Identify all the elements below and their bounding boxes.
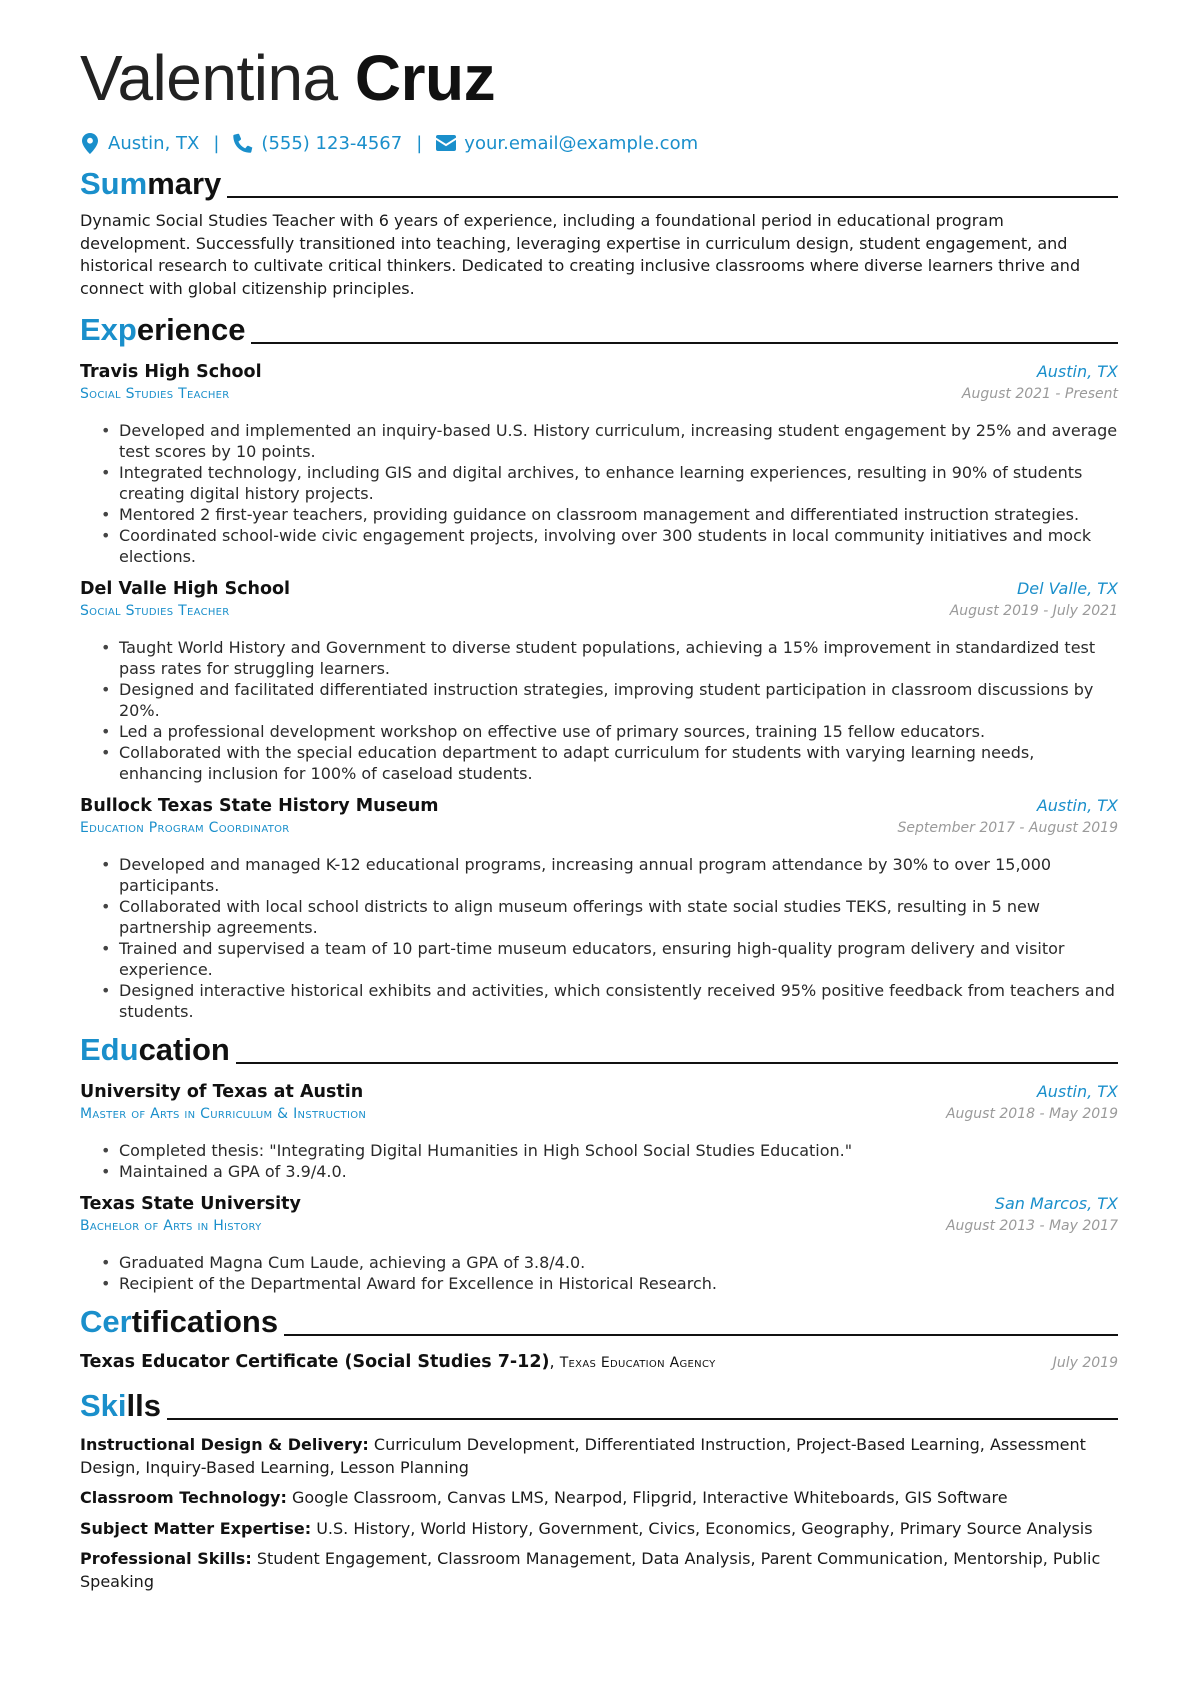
job-location: Del Valle, TX xyxy=(1016,579,1118,598)
location-text: Austin, TX xyxy=(108,132,200,154)
job-title: Social Studies Teacher xyxy=(80,603,230,619)
job-title: Education Program Coordinator xyxy=(80,820,290,836)
list-item: • Recipient of the Departmental Award for Excellence in Historical Research. xyxy=(119,1273,1118,1294)
education-entry xyxy=(80,1194,1118,1294)
section-title: Summary xyxy=(80,166,222,201)
job-bullets xyxy=(80,420,1118,567)
employer-name: Del Valle High School xyxy=(80,579,291,599)
skills-list xyxy=(80,1434,1118,1593)
list-item: • Integrated technology, including GIS and digital archives, to enhance learning experiences, resulting in 90% of students creating digital history projects. xyxy=(119,462,1118,504)
employer-name: Bullock Texas State History Museum xyxy=(80,796,439,816)
list-item: • Maintained a GPA of 3.9/4.0. xyxy=(119,1161,1118,1182)
list-item: • Completed thesis: "Integrating Digital Humanities in High School Social Studies Education." xyxy=(119,1140,1118,1161)
job-dates: August 2019 - July 2021 xyxy=(949,603,1118,619)
job-dates: August 2021 - Present xyxy=(961,386,1118,402)
section-rule xyxy=(236,1062,1118,1064)
experience-heading xyxy=(80,310,1118,348)
phone-text: (555) 123-4567 xyxy=(261,132,403,154)
employer-name: Travis High School xyxy=(80,362,262,382)
section-title: Certifications xyxy=(80,1304,279,1339)
skill-group xyxy=(80,1518,1118,1541)
certification-title: Texas Educator Certificate (Social Studies 7-12) xyxy=(80,1352,550,1372)
job-title: Social Studies Teacher xyxy=(80,386,230,402)
school-dates: August 2018 - May 2019 xyxy=(945,1106,1118,1122)
degree: Bachelor of Arts in History xyxy=(80,1218,262,1234)
job-bullets xyxy=(80,637,1118,784)
education-entry xyxy=(80,1082,1118,1182)
school-location: San Marcos, TX xyxy=(994,1194,1118,1213)
contact-bar xyxy=(80,128,1118,158)
list-item: • Developed and managed K-12 educational programs, increasing annual program attendance by 30% to over 15,000 participants. xyxy=(119,854,1118,896)
list-item: • Mentored 2 first-year teachers, providing guidance on classroom management and differentiated instruction strategies. xyxy=(119,504,1118,525)
experience-entry xyxy=(80,579,1118,784)
skill-group-items: Google Classroom, Canvas LMS, Nearpod, Flipgrid, Interactive Whiteboards, GIS Software xyxy=(291,1488,1008,1507)
education-bullets xyxy=(80,1140,1118,1182)
school-location: Austin, TX xyxy=(1036,1082,1118,1101)
experience-entry xyxy=(80,796,1118,1022)
list-item: • Coordinated school-wide civic engagement projects, involving over 300 students in local community initiatives and mock elections. xyxy=(119,525,1118,567)
skill-group xyxy=(80,1434,1118,1479)
section-title: Education xyxy=(80,1032,230,1067)
skill-group-label: Instructional Design & Delivery: xyxy=(80,1435,369,1454)
education-heading xyxy=(80,1030,1118,1068)
section-title: Experience xyxy=(80,312,246,347)
contact-phone[interactable] xyxy=(233,132,402,154)
section-rule xyxy=(251,342,1118,344)
skill-group-label: Classroom Technology: xyxy=(80,1488,287,1507)
job-location: Austin, TX xyxy=(1036,362,1118,381)
section-rule xyxy=(284,1334,1118,1336)
certification-entry: Texas Educator Certificate (Social Studies 7-12), Texas Education Agency July 2019 xyxy=(80,1352,1118,1372)
contact-separator: | xyxy=(416,132,423,154)
job-dates: September 2017 - August 2019 xyxy=(897,820,1118,836)
resume-page xyxy=(80,40,1118,1593)
certification-issuer: Texas Education Agency xyxy=(559,1355,716,1371)
last-name: Cruz xyxy=(354,42,496,114)
section-title: Skills xyxy=(80,1388,161,1423)
skill-group xyxy=(80,1487,1118,1510)
list-item: • Led a professional development workshop on effective use of primary sources, training 15 fellow educators. xyxy=(119,721,1118,742)
skill-group-items: Curriculum Development, Differentiated Instruction, Project-Based Learning, Assessment Design, Inquiry-Based Learning, Lesson Planning xyxy=(80,1435,1086,1477)
contact-separator: | xyxy=(213,132,220,154)
skills-heading xyxy=(80,1386,1118,1424)
certifications-heading xyxy=(80,1302,1118,1340)
education-bullets xyxy=(80,1252,1118,1294)
contact-email[interactable] xyxy=(436,132,698,154)
list-item: • Developed and implemented an inquiry-based U.S. History curriculum, increasing student engagement by 25% and average test scores by 10 points. xyxy=(119,420,1118,462)
section-rule xyxy=(227,196,1118,198)
skill-group-label: Subject Matter Expertise: xyxy=(80,1518,312,1538)
candidate-name xyxy=(80,40,1118,116)
experience-entry xyxy=(80,362,1118,567)
summary-heading xyxy=(80,164,1118,202)
skill-group-items: Student Engagement, Classroom Management, Data Analysis, Parent Communication, Mentorship, Public Speaking xyxy=(80,1549,1101,1591)
phone-icon xyxy=(233,132,253,154)
map-pin-icon xyxy=(80,132,100,154)
email-text: your.email@example.com xyxy=(464,132,699,154)
skill-group-label: Professional Skills: xyxy=(80,1549,252,1568)
school-name: University of Texas at Austin xyxy=(80,1082,364,1102)
school-name: Texas State University xyxy=(80,1194,301,1214)
contact-location xyxy=(80,132,199,154)
list-item: • Designed and facilitated differentiated instruction strategies, improving student participation in classroom discussions by 20%. xyxy=(119,679,1118,721)
skill-group xyxy=(80,1548,1118,1593)
list-item: • Taught World History and Government to diverse student populations, achieving a 15% improvement in standardized test pass rates for struggling learners. xyxy=(119,637,1118,679)
list-item: • Designed interactive historical exhibits and activities, which consistently received 95% positive feedback from teachers and students. xyxy=(119,980,1118,1022)
list-item: • Graduated Magna Cum Laude, achieving a GPA of 3.8/4.0. xyxy=(119,1252,1118,1273)
section-rule xyxy=(167,1418,1118,1420)
list-item: • Trained and supervised a team of 10 part-time museum educators, ensuring high-quality program delivery and visitor experience. xyxy=(119,938,1118,980)
list-item: • Collaborated with local school districts to align museum offerings with state social studies TEKS, resulting in 5 new partnership agreements. xyxy=(119,896,1118,938)
envelope-icon xyxy=(436,132,456,154)
degree: Master of Arts in Curriculum & Instruction xyxy=(80,1106,367,1122)
certification-date: July 2019 xyxy=(1052,1355,1118,1371)
job-bullets xyxy=(80,854,1118,1022)
summary-text: Dynamic Social Studies Teacher with 6 years of experience, including a foundational period in educational program development. Successfully transitioned into teaching, leveraging expertise in curriculum design, student engagement, and historical research to cultivate critical thinkers. Dedicated to creating inclusive classrooms where diverse learners thrive and connect with global citizenship principles. xyxy=(80,211,1081,298)
skill-group-items: U.S. History, World History, Government, Civics, Economics, Geography, Primary Source Analysis xyxy=(316,1518,1093,1538)
school-dates: August 2013 - May 2017 xyxy=(945,1218,1118,1234)
job-location: Austin, TX xyxy=(1036,796,1118,815)
first-name: Valentina xyxy=(80,42,338,114)
list-item: • Collaborated with the special education department to adapt curriculum for students with varying learning needs, enhancing inclusion for 100% of caseload students. xyxy=(119,742,1118,784)
